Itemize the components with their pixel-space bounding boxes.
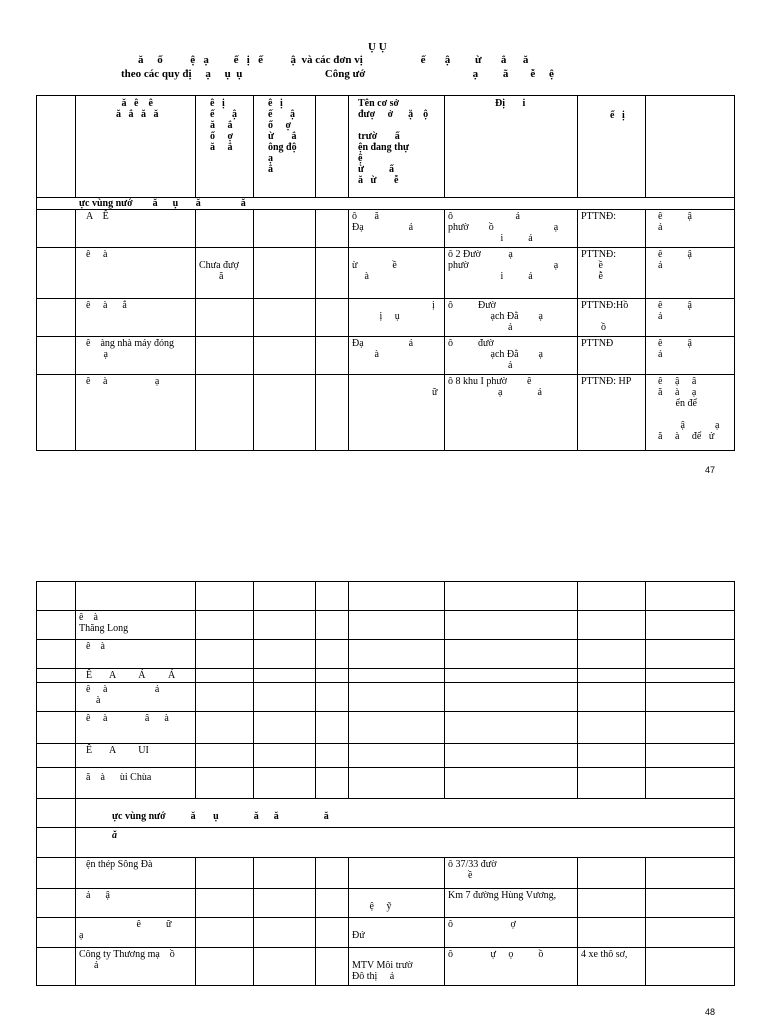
row2-facility: ừ ề à <box>352 260 397 282</box>
table-row <box>37 611 735 640</box>
table-row <box>37 744 735 768</box>
table-row <box>37 640 735 669</box>
row1-name: A Ê <box>86 211 109 222</box>
section-label: ực vùng nướ ă ụ ă ă <box>79 198 246 209</box>
p2-row4-name: ê à ả à <box>86 684 160 706</box>
row5-receiver: PTTNĐ: HP <box>581 376 632 387</box>
header-col8: ể ị <box>610 110 625 121</box>
row4-address: ô đườ ạch Đằ ạ ả <box>448 338 543 371</box>
p2b-row2-name: ả ậ <box>86 890 110 901</box>
row3-name: ê à ắ <box>86 300 127 311</box>
table-header-row <box>37 582 735 611</box>
p2b-row1-address: ô 37/33 đườ ề <box>448 859 497 881</box>
table-row <box>37 889 735 918</box>
p2b-row4-receiver: 4 xe thô sơ, <box>581 949 628 960</box>
section-row <box>37 198 735 210</box>
table-page-48 <box>36 581 735 986</box>
table-row <box>37 712 735 744</box>
table-header-row <box>37 96 735 198</box>
table-row <box>37 248 735 299</box>
header-col7: Đị i <box>495 98 526 109</box>
row5-facility: ữ <box>432 387 438 398</box>
p2b-row3-name: ê ữ ạ <box>79 919 172 941</box>
row4-status: ê ậ ả <box>658 338 692 360</box>
p2-row7-name: ă à ùi Chùa <box>86 772 152 783</box>
table-row <box>37 858 735 889</box>
row1-address: ô ả phườ ồ ạ i ả <box>448 211 559 244</box>
row3-status: ê ậ ả <box>658 300 692 322</box>
header-col4: ê ị ế ậ ổ ợ ừ ắ ông độ ạ ắ <box>268 98 297 175</box>
table-page-47 <box>36 95 735 451</box>
p2-row6-name: Ê A UI <box>86 745 149 756</box>
row1-receiver: PTTNĐ: <box>581 211 616 222</box>
p2b-row3-facility: Đứ <box>352 930 365 941</box>
subsection-label: ă <box>112 830 117 841</box>
row4-facility: Đạ ả à <box>352 338 414 360</box>
row5-name: ê à ạ <box>86 376 160 387</box>
p2-row2-name: ê à <box>86 641 105 652</box>
p2-row3-name: Ê A Á Á <box>86 670 176 681</box>
row2-name: ê à <box>86 249 108 260</box>
row3-receiver: PTTNĐ:Hồ ồ <box>581 300 629 333</box>
header-col3: ê ị ế ậ ă ắ ổ ợ ă ắ <box>210 98 237 153</box>
p2b-row4-name: Công ty Thương mạ ồ ả <box>79 949 175 971</box>
row5-status: ê ậ â ă à ạ ển để ậ ạ ă à để ử <box>658 376 720 442</box>
row2-status-note: Chưa đượ ă <box>199 260 239 282</box>
page-number: 48 <box>705 1007 716 1017</box>
row4-receiver: PTTNĐ <box>581 338 614 349</box>
p2-row1-name: ê à Thăng Long <box>79 612 129 634</box>
row2-receiver: PTTNĐ: ề ễ <box>581 249 616 282</box>
table-row <box>37 918 735 948</box>
header-col2: ă ê ê ă ẳ ă ă <box>116 98 159 120</box>
p2-row5-name: ê à â à <box>86 713 169 724</box>
section-row <box>37 799 735 828</box>
p2b-row4-facility: MTV Môi trườ Đô thị ả <box>352 960 413 982</box>
table-row <box>37 210 735 248</box>
p2b-row1-name: ện thép Sông Đà <box>86 859 153 870</box>
table-row <box>37 375 735 451</box>
table-row <box>37 669 735 683</box>
row4-name: ê àng nhà máy đóng ạ <box>86 338 175 360</box>
table-row <box>37 683 735 712</box>
row3-address: ô Đườ ạch Đằ ạ ả <box>448 300 543 333</box>
row2-status: ê ậ ả <box>658 249 692 271</box>
p2b-row2-address: Km 7 đường Hùng Vương, <box>448 890 557 901</box>
header-col6: Tên cơ sở đượ ở ặ ộ trườ ấ ện đang thự ệ ừ ấ ă ừ ễ <box>358 98 429 186</box>
table-row <box>37 948 735 986</box>
row3-facility: ị ị ụ <box>379 300 435 322</box>
section-label-2: ực vùng nướ ă ụ ă ă ă <box>112 811 329 822</box>
row5-address: ô 8 khu I phườ ê ạ ả <box>448 376 542 398</box>
subsection-row <box>37 828 735 858</box>
table-row <box>37 768 735 799</box>
table-row <box>37 337 735 375</box>
row1-facility: ô ă Đạ ả <box>352 211 414 233</box>
p2b-row2-facility: ệ ỹ <box>369 901 392 912</box>
doc-title-line3: theo các quy đị ạ ụ ụ Công ướ ạ ã ễ ệ <box>121 68 554 80</box>
row1-status: ê ậ ả <box>658 211 692 233</box>
doc-title-line1: Ụ Ụ <box>368 41 387 53</box>
p2b-row4-address: ô ự ọ ồ <box>448 949 544 960</box>
table-row <box>37 299 735 337</box>
doc-title-line2: ă ố ệ ạ ế ị ế ậ và các đơn vị ế ậ ừ ắ ă <box>138 54 529 66</box>
row2-address: ô 2 Đườ ạ phườ ạ i ả <box>448 249 559 282</box>
p2b-row3-address: ô ợ <box>448 919 516 930</box>
page-number: 47 <box>705 465 716 475</box>
